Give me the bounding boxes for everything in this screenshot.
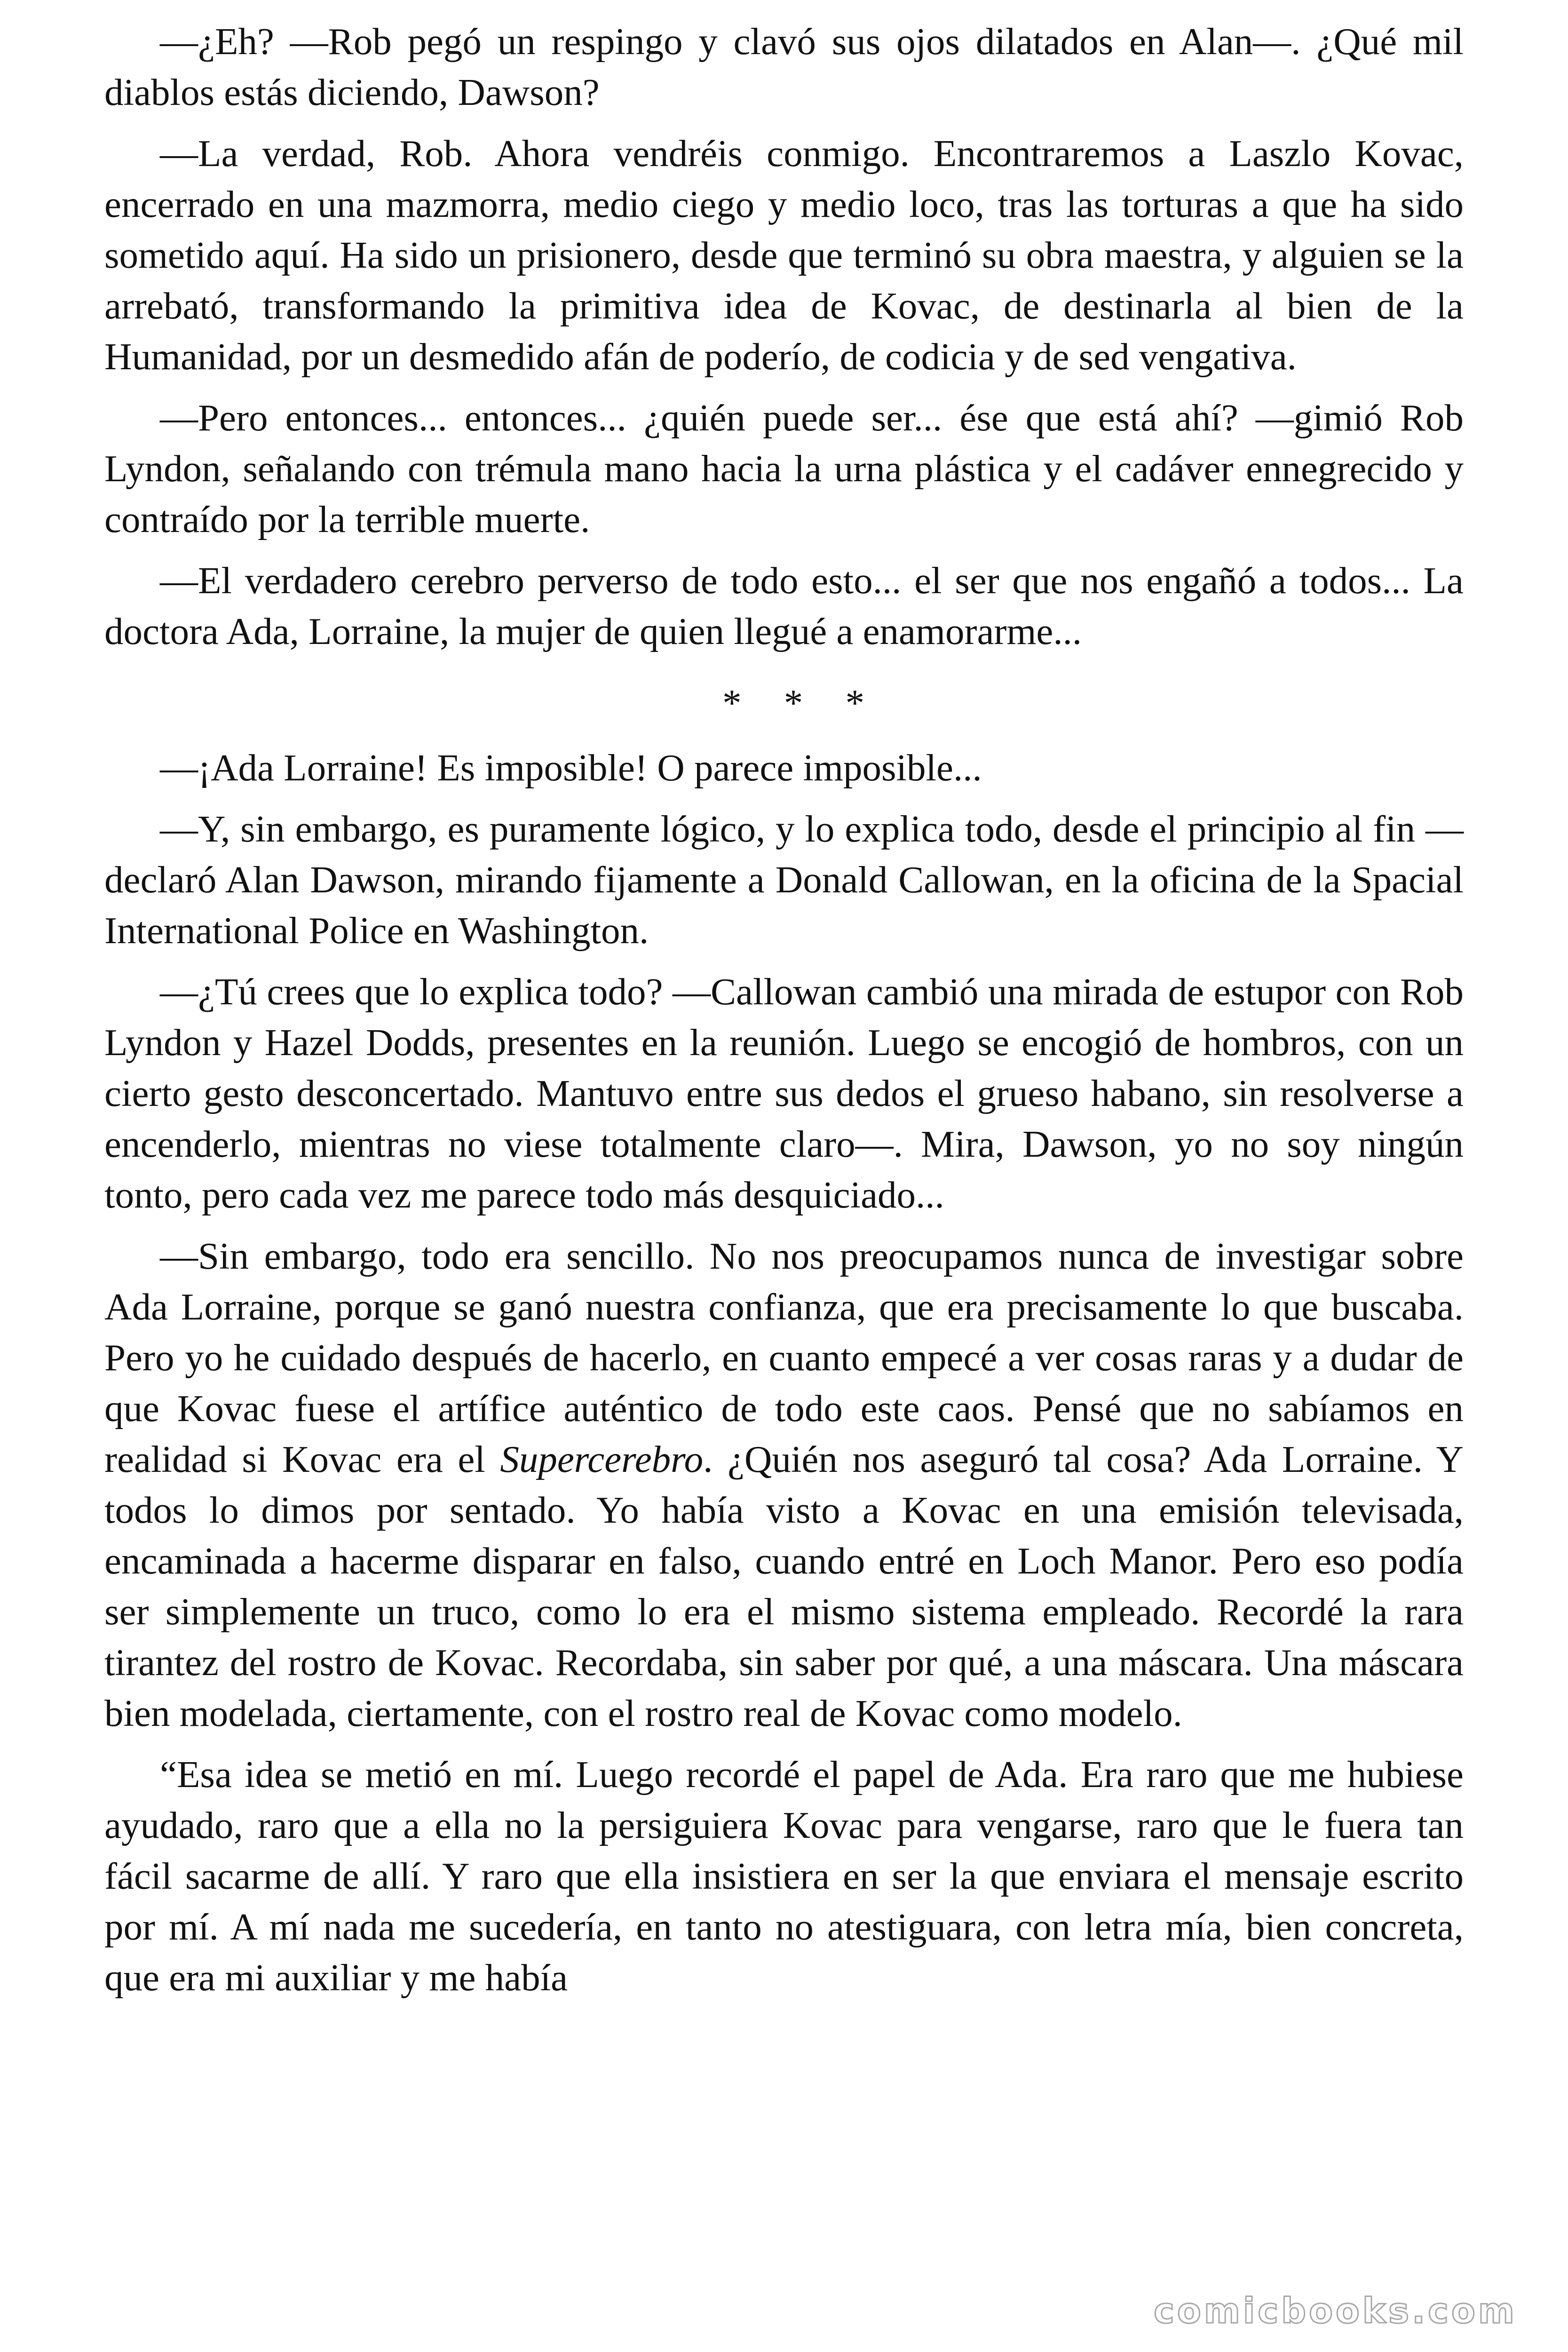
paragraph-8-italic: Supercerebro [500,1438,704,1480]
watermark-logo: comicbooks.com [1154,2291,1517,2331]
book-page [104,16,1464,2013]
paragraph-2: —La verdad, Rob. Ahora vendréis conmigo. Encontraremos a Laszlo Kovac, encerrado en una mazmorra, medio ciego y medio loco, tras las torturas a que ha sido sometido aquí. Ha sido un prisionero, desde que terminó su obra maestra, y alguien se la arrebató, transformando la primitiva idea de Kovac, de destinarla al bien de la Humanidad, por un desmedido afán de poderío, de codicia y de sed vengativa. [104,132,1464,378]
paragraph-3: —Pero entonces... entonces... ¿quién puede ser... ése que está ahí? —gimió Rob Lyndon, señalando con trémula mano hacia la urna plástica y el cadáver ennegrecido y contraído por la terrible muerte. [104,397,1464,540]
paragraph-6: —Y, sin embargo, es puramente lógico, y lo explica todo, desde el principio al fin —declaró Alan Dawson, mirando fijamente a Donald Callowan, en la oficina de la Spacial International Police en Washington. [104,808,1464,952]
section-separator: * * * [722,682,864,724]
paragraph-7: —¿Tú crees que lo explica todo? —Callowan cambió una mirada de estupor con Rob Lyndon y Hazel Dodds, presentes en la reunión. Luego se encogió de hombros, con un cierto gesto desconcertado. Mantuvo entre sus dedos el grueso habano, sin resolverse a encenderlo, mientras no viese totalmente claro—. Mira, Dawson, yo no soy ningún tonto, pero cada vez me parece todo más desquiciado... [104,970,1464,1216]
paragraph-9: “Esa idea se metió en mí. Luego recordé el papel de Ada. Era raro que me hubiese ayudado, raro que a ella no la persiguiera Kovac para vengarse, raro que le fuera tan fácil sacarme de allí. Y raro que ella insistiera en ser la que enviara el mensaje escrito por mí. A mí nada me sucedería, en tanto no atestiguara, con letra mía, bien concreta, que era mi auxiliar y me había [104,1753,1464,1999]
paragraph-8-part-2: . ¿Quién nos aseguró tal cosa? Ada Lorraine. Y todos lo dimos por sentado. Yo había visto a Kovac en una emisión televisada, encaminada a hacerme disparar en falso, cuando entré en Loch Manor. Pero eso podía ser simplemente un truco, como lo era el mismo sistema empleado. Recordé la rara tirantez del rostro de Kovac. Recordaba, sin saber por qué, a una máscara. Una máscara bien modelada, ciertamente, con el rostro real de Kovac como modelo. [104,1438,1464,1734]
paragraph-8 [104,1231,1464,1739]
paragraph-1: —¿Eh? —Rob pegó un respingo y clavó sus ojos dilatados en Alan—. ¿Qué mil diablos estás diciendo, Dawson? [104,20,1464,113]
paragraph-5: —¡Ada Lorraine! Es imposible! O parece imposible... [160,747,982,789]
paragraph-4: —El verdadero cerebro perverso de todo esto... el ser que nos engañó a todos... La doctora Ada, Lorraine, la mujer de quien llegué a enamorarme... [104,559,1464,652]
paragraph-8-part-1: —Sin embargo, todo era sencillo. No nos preocupamos nunca de investigar sobre Ada Lorraine, porque se ganó nuestra confianza, que era precisamente lo que buscaba. Pero yo he cuidado después de hacerlo, en cuanto empecé a ver cosas raras y a dudar de que Kovac fuese el artífice auténtico de todo este caos. Pensé que no sabíamos en realidad si Kovac era el [104,1235,1464,1480]
